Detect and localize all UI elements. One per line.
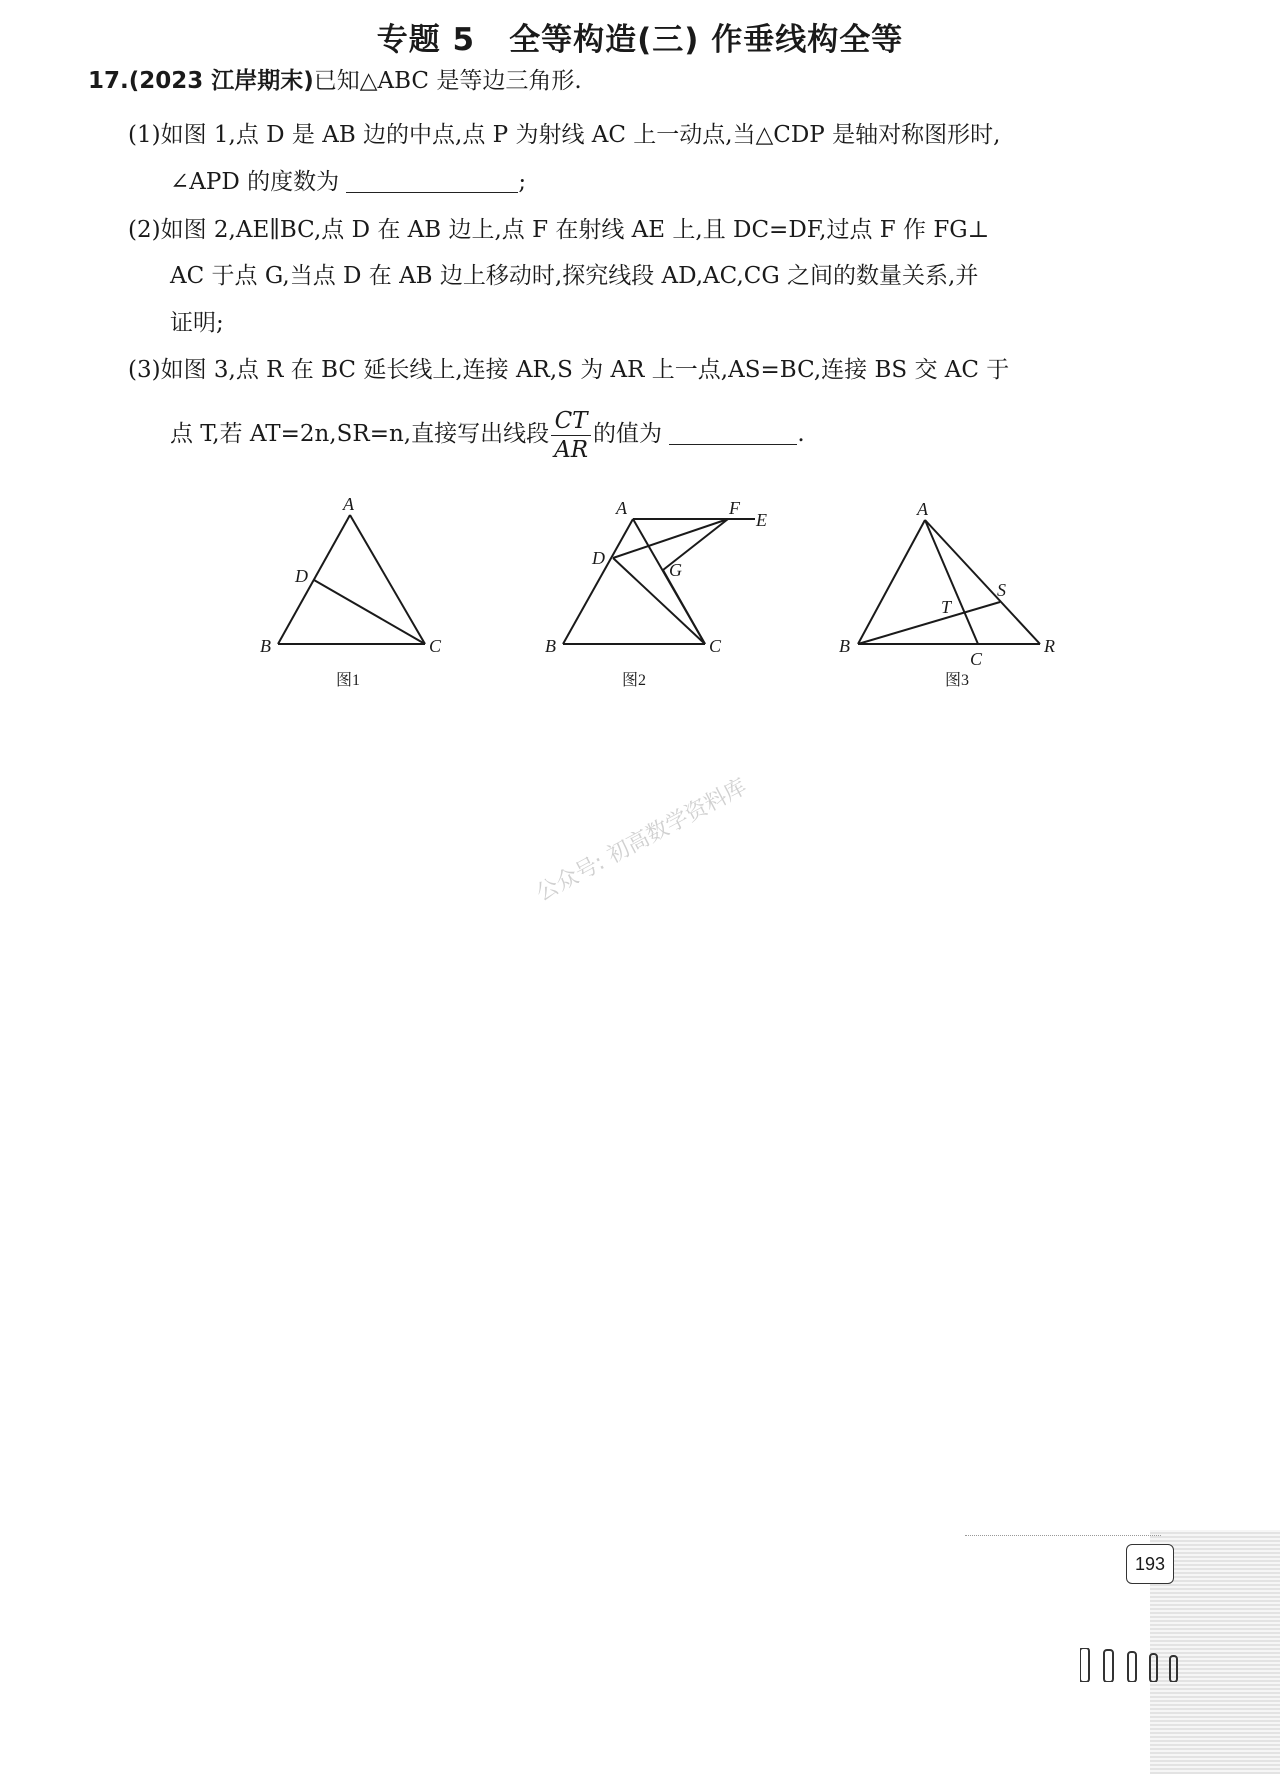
footer-decor-bars: [1080, 1648, 1190, 1682]
fraction-ct-ar: $\frac{CT}{AR}$: [551, 407, 591, 464]
part2-line3: 证明;: [170, 310, 224, 336]
fig1-segment-dc: [314, 580, 425, 644]
page-title: 专题 5 全等构造(三) 作垂线构全等: [376, 22, 904, 58]
fig3-label-b: B: [839, 636, 850, 656]
fig1-label-b: B: [260, 636, 271, 656]
fig2-label-a: A: [616, 498, 627, 518]
fig3-label-t: T: [941, 597, 952, 617]
figure-2: [563, 519, 755, 644]
question-source: (2023 江岸期末): [128, 68, 314, 94]
figures-panel: [0, 490, 1280, 700]
fig3-segment-ar: [925, 520, 1040, 644]
fig2-side-ab: [563, 519, 633, 644]
fig1-side-ac: [350, 515, 425, 644]
part2-line2: AC 于点 G,当点 D 在 AB 边上移动时,探究线段 AD,AC,CG 之间的数量关系,并: [170, 263, 979, 289]
footer-dotted-rule: [965, 1535, 1161, 1536]
fig3-caption: 图3: [945, 672, 970, 689]
part1-line2: ∠APD 的度数为 ;: [170, 169, 527, 195]
fig2-label-b: B: [545, 636, 556, 656]
answer-blank-1[interactable]: [346, 170, 518, 193]
fig3-side-ab: [858, 520, 925, 644]
fig1-side-ab: [278, 515, 350, 644]
fig3-label-s: S: [997, 580, 1006, 600]
fig2-label-d: D: [592, 548, 605, 568]
fig3-segment-bs: [858, 602, 1000, 644]
fig2-segment-dc: [613, 558, 705, 644]
question-number: 17.: [88, 68, 129, 94]
fig1-caption: 图1: [336, 672, 361, 689]
part1-line1: (1)如图 1,点 D 是 AB 边的中点,点 P 为射线 AC 上一动点,当△CDP 是轴对称图形时,: [128, 122, 1001, 148]
fig1-label-c: C: [429, 636, 442, 656]
fig3-side-ac: [925, 520, 978, 644]
part2-line1: (2)如图 2,AE∥BC,点 D 在 AB 边上,点 F 在射线 AE 上,且 DC=DF,过点 F 作 FG⊥: [128, 217, 990, 243]
fig2-label-f: F: [729, 498, 740, 518]
fig2-label-g: G: [669, 560, 682, 580]
fig1-label-a: A: [343, 494, 354, 514]
fig2-segment-gc: [663, 570, 705, 644]
part3-line2: 点 T,若 AT=2n,SR=n,直接写出线段 $\frac{CT}{AR}$ 的值为 .: [170, 407, 805, 463]
fig1-label-d: D: [295, 566, 308, 586]
fig3-label-c: C: [970, 649, 983, 669]
fig3-label-r: R: [1044, 636, 1055, 656]
answer-blank-3[interactable]: [669, 422, 797, 445]
fig2-label-c: C: [709, 636, 722, 656]
page-number: 193: [1126, 1544, 1174, 1584]
fig2-label-e: E: [756, 510, 767, 530]
question-stem: 17.(2023 江岸期末)已知△ABC 是等边三角形.: [88, 68, 582, 94]
watermark: 公众号: 初高数学资料库: [532, 774, 752, 907]
part3-line1: (3)如图 3,点 R 在 BC 延长线上,连接 AR,S 为 AR 上一点,AS=BC,连接 BS 交 AC 于: [128, 357, 1010, 383]
fig2-caption: 图2: [622, 672, 647, 689]
fig3-label-a: A: [917, 499, 928, 519]
figure-3: [858, 520, 1040, 644]
